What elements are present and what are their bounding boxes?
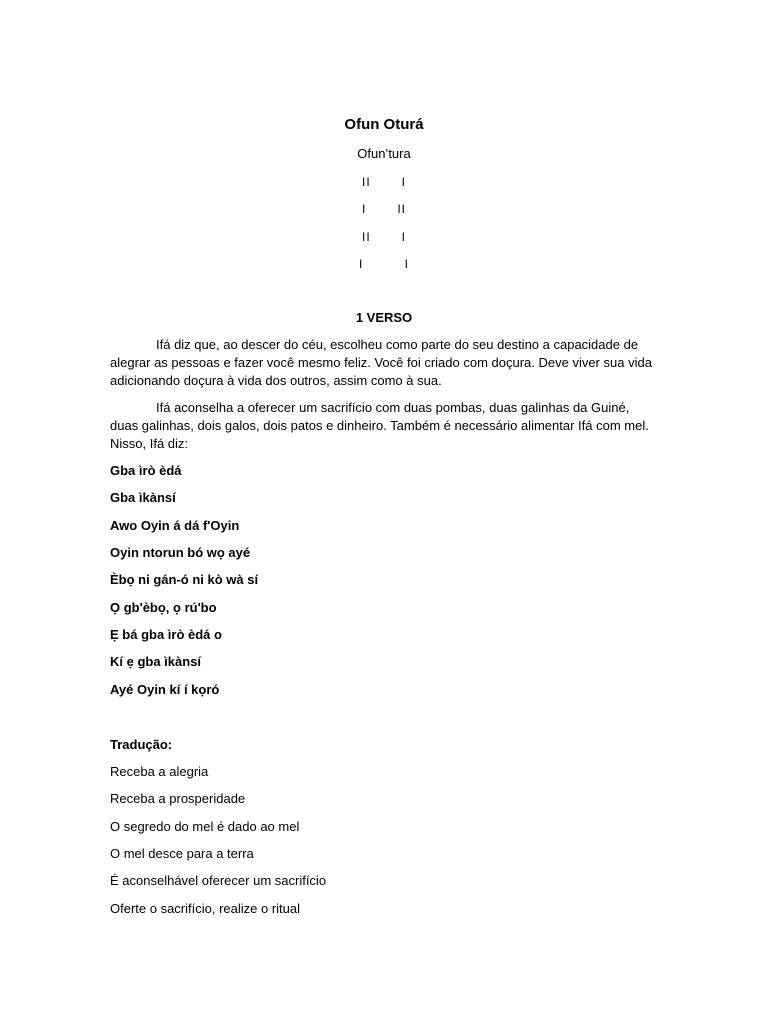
yoruba-line: Ayé Oyin kí í kọró	[110, 682, 220, 697]
translation-line: O segredo do mel é dado ao mel	[110, 819, 300, 834]
translation-line: O mel desce para a terra	[110, 846, 254, 861]
paragraph: Ifá aconselha a oferecer um sacrifício com duas pombas, duas galinhas da Guiné, duas galinhas, dois galos, dois patos e dinheiro. Também é necessário alimentar Ifá com mel. Nisso, Ifá diz:	[110, 400, 649, 451]
yoruba-line: Èbọ ni gán-ó ni kò wà sí	[110, 572, 259, 587]
document-subtitle: Ofun’tura	[357, 146, 411, 161]
translation-line: Receba a alegria	[110, 764, 209, 779]
yoruba-line: Gba ìkànsí	[110, 490, 176, 505]
odu-mark-row: I I	[358, 257, 409, 271]
translation-line: Oferte o sacrifício, realize o ritual	[110, 901, 301, 916]
translation-line: Receba a prosperidade	[110, 791, 246, 806]
odu-mark-row: II I	[361, 175, 406, 189]
odu-mark-row: II I	[361, 230, 406, 244]
translation-line: É aconselhável oferecer um sacrifício	[110, 873, 327, 888]
yoruba-line: Gba ìrò èdá	[110, 463, 182, 478]
yoruba-line: Ẹ bá gba ìrò èdá o	[110, 627, 222, 642]
paragraph: Ifá diz que, ao descer do céu, escolheu como parte do seu destino a capacidade de alegrar as pessoas e fazer você mesmo feliz. Você foi criado com doçura. Deve viver sua vida adicionando doçura à vida dos outros, assim como à sua.	[110, 337, 652, 388]
yoruba-line: Awo Oyin á dá f'Oyin	[110, 518, 240, 533]
document-title: Ofun Oturá	[344, 116, 424, 133]
translation-heading: Tradução:	[110, 737, 173, 752]
yoruba-line: Kí ẹ gba ìkànsí	[110, 654, 202, 669]
yoruba-line: Oyin ntorun bó wọ ayé	[110, 545, 251, 560]
yoruba-line: Ọ gb'èbọ, ọ rú'bo	[110, 600, 217, 615]
verse-heading: 1 VERSO	[355, 310, 413, 325]
odu-mark-row: I II	[361, 202, 406, 216]
